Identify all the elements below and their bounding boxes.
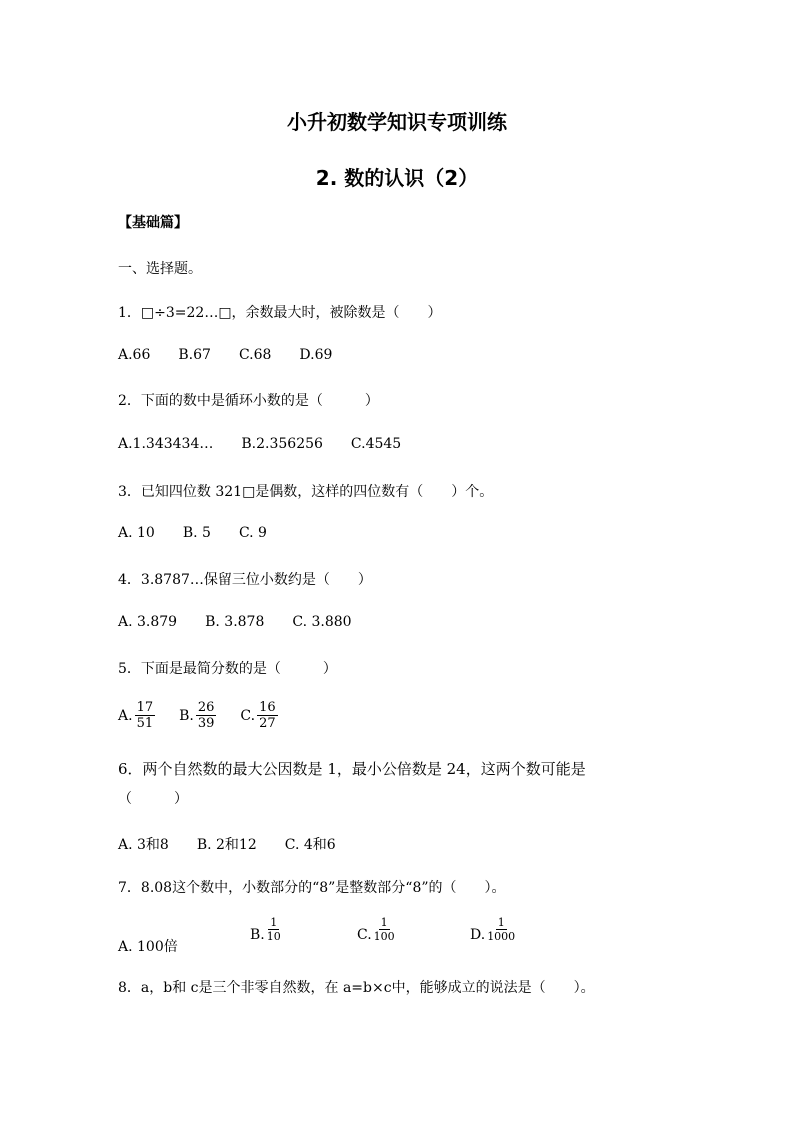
section-heading: 【基础篇】 [118, 215, 188, 231]
option-b [179, 700, 218, 731]
question-6-options [118, 834, 364, 854]
question-3-stem: 3．已知四位数 321□是偶数，这样的四位数有（ ）个。 [118, 484, 494, 500]
fraction [135, 700, 156, 731]
option-a: A.1.343434… [118, 436, 214, 452]
question-2-stem: 2．下面的数中是循环小数的是（ ） [118, 393, 379, 409]
denominator: 100 [373, 930, 395, 943]
fraction [485, 916, 517, 943]
option-c: C. 9 [238, 525, 267, 541]
numerator: 17 [136, 700, 154, 715]
numerator: 1 [497, 916, 505, 929]
question-5-options [118, 700, 308, 731]
numerator: 1 [380, 916, 388, 929]
option-c: C.68 [238, 347, 272, 363]
option-a: A. 10 [118, 525, 155, 541]
option-label: C. [357, 927, 372, 943]
option-d: D.69 [299, 347, 333, 363]
denominator: 27 [259, 716, 276, 731]
question-7-option-c [357, 916, 397, 943]
option-c: C.4545 [350, 436, 402, 452]
fraction [257, 700, 278, 731]
question-8-stem: 8．a，b和 c是三个非零自然数，在 a=b×c中，能够成立的说法是（ ）。 [118, 980, 595, 996]
question-6-stem-cont: （ ） [118, 791, 188, 807]
question-7-stem: 7．8.08这个数中，小数部分的“8”是整数部分“8”的（ ）。 [118, 880, 506, 896]
option-label: B. [250, 927, 265, 943]
denominator: 1000 [487, 930, 516, 943]
page-subtitle: 2. 数的认识（2） [315, 166, 479, 190]
option-b: B.2.356256 [241, 436, 323, 452]
question-3-options [118, 525, 295, 541]
option-b: B. 2和12 [196, 837, 257, 853]
question-7-option-a: A. 100倍 [118, 939, 178, 955]
question-2-options [118, 436, 429, 452]
fraction [196, 700, 217, 731]
part-heading: 一、选择题。 [118, 261, 202, 277]
question-1-stem: 1．□÷3=22…□，余数最大时，被除数是（ ） [118, 305, 442, 321]
question-1-options [118, 347, 360, 363]
option-c: C. 4和6 [284, 837, 336, 853]
option-a [118, 700, 157, 731]
option-b: B. 5 [182, 525, 211, 541]
question-7-option-b [250, 916, 283, 943]
numerator: 16 [259, 700, 276, 715]
fraction [265, 916, 283, 943]
option-label: C. [240, 707, 256, 724]
numerator: 1 [270, 916, 278, 929]
option-a: A. 3和8 [118, 837, 169, 853]
denominator: 10 [266, 930, 281, 943]
question-5-stem: 5．下面是最简分数的是（ ） [118, 661, 337, 677]
option-b: B. 3.878 [205, 614, 265, 630]
option-label: A. [118, 707, 133, 724]
option-label: B. [179, 707, 194, 724]
option-c: C. 3.880 [292, 614, 352, 630]
question-4-stem: 4．3.8787…保留三位小数约是（ ） [118, 572, 372, 588]
denominator: 39 [197, 716, 215, 731]
question-6-stem: 6．两个自然数的最大公因数是 1，最小公倍数是 24，这两个数可能是 [118, 760, 586, 778]
option-label: D. [470, 927, 486, 943]
option-a: A. 3.879 [118, 614, 178, 630]
numerator: 26 [197, 700, 215, 715]
denominator: 51 [136, 716, 154, 731]
question-4-options [118, 614, 380, 630]
option-b: B.67 [178, 347, 211, 363]
fraction [372, 916, 397, 943]
page-title: 小升初数学知识专项训练 [287, 110, 507, 134]
option-c [240, 700, 279, 731]
question-7-option-d [470, 916, 517, 943]
option-a: A.66 [118, 347, 151, 363]
